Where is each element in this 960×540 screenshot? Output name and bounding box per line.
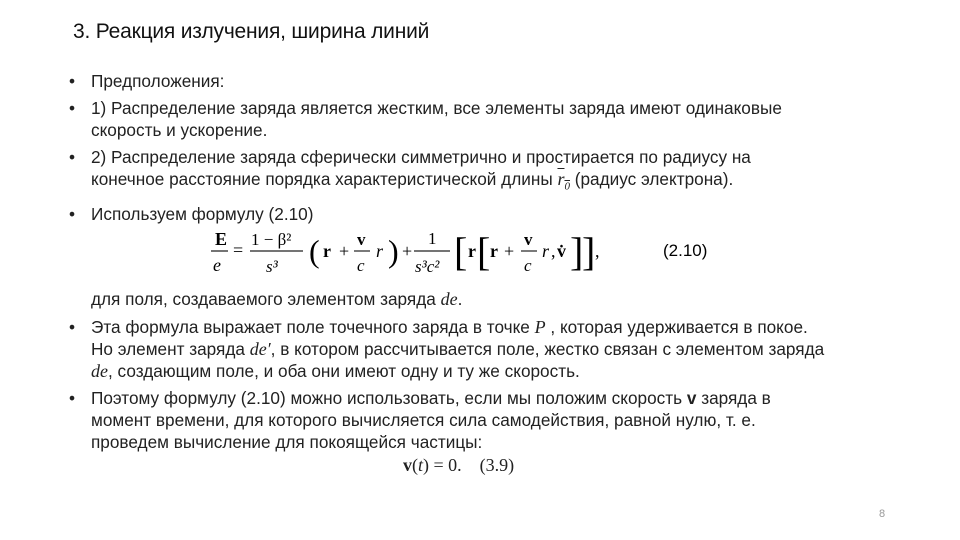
formula-label-39: (3.9) — [479, 454, 515, 475]
svg-text:c: c — [524, 255, 532, 275]
svg-text:,: , — [595, 240, 600, 261]
slide-content — [68, 70, 828, 481]
formula-r1: r — [323, 240, 331, 261]
svg-text:s³c²: s³c² — [415, 256, 440, 276]
formula-lhs-den: e — [213, 254, 221, 275]
svg-text:+: + — [504, 240, 515, 261]
bullet-spherical-symmetry: • 2) Распределение заряда сферически симметрично и простирается по радиусу на конечное расстояние порядка характеристической длины $r_0$ (радиус электрона). — [68, 146, 828, 198]
svg-text:r: r — [542, 240, 550, 261]
svg-text:=: = — [233, 239, 244, 260]
svg-text:r: r — [490, 240, 498, 261]
formula-2-10 — [91, 225, 828, 285]
electron-radius-symbol: $r_0$ — [557, 169, 570, 193]
bullet-zero-velocity: • Поэтому формулу (2.10) можно использовать, если мы положим скорость v заряда в момент времени, для которого вычисляется сила самодействия, равной нулю, т. е. проведем вычисление для покоящейся частицы: v(t) = 0. (3.9) — [68, 387, 828, 476]
bullet-list — [68, 70, 828, 476]
svg-text:v: v — [357, 229, 366, 249]
svg-text:[: [ — [454, 228, 468, 274]
svg-text:]: ] — [570, 228, 584, 274]
svg-text:(: ( — [309, 232, 320, 269]
svg-text:): ) — [388, 232, 399, 269]
formula-explanation: для поля, создаваемого элементом заряда de. — [91, 288, 463, 309]
formula-frac1-num: 1 − β² — [251, 229, 292, 249]
svg-text:,: , — [551, 240, 556, 261]
svg-text:+: + — [339, 240, 350, 261]
formula-label-210: (2.10) — [663, 240, 708, 260]
svg-text:v: v — [524, 229, 533, 249]
bullet-point-charge: • Эта формула выражает поле точечного заряда в точке P , которая удерживается в покое. Но элемент заряда de′, в котором рассчитывается поле, жестко связан с элементом заряда de, создающим поле, и оба они имеют одну и ту же скорость. — [68, 316, 828, 382]
svg-text:[: [ — [477, 228, 491, 274]
svg-text:v̇: v̇ — [557, 240, 566, 261]
svg-text:]: ] — [582, 228, 596, 274]
formula-3-9: v(t) = 0. (3.9) — [403, 454, 515, 475]
svg-text:+: + — [402, 240, 413, 261]
page-number: 8 — [879, 508, 886, 520]
svg-text:c: c — [357, 255, 365, 275]
svg-text:1: 1 — [428, 228, 437, 248]
bullet-use-formula: • Используем формулу (2.10) E e = 1 − β² s³ ( r + v c r ) + 1 s³c² [ r [ r + v c r , v̇ ] ] , (2.10) для поля, создаваемого элементом заряда de. — [68, 203, 828, 310]
bullet-assumptions: • Предположения: — [68, 70, 828, 92]
svg-text:r: r — [376, 240, 384, 261]
svg-text:r: r — [468, 240, 476, 261]
bullet-rigid-distribution: • 1) Распределение заряда является жестким, все элементы заряда имеют одинаковые скорость и ускорение. — [68, 97, 828, 141]
slide-title: 3. Реакция излучения, ширина линий — [73, 20, 430, 43]
formula-frac1-den: s³ — [266, 256, 278, 276]
formula-lhs-num: E — [215, 228, 228, 249]
